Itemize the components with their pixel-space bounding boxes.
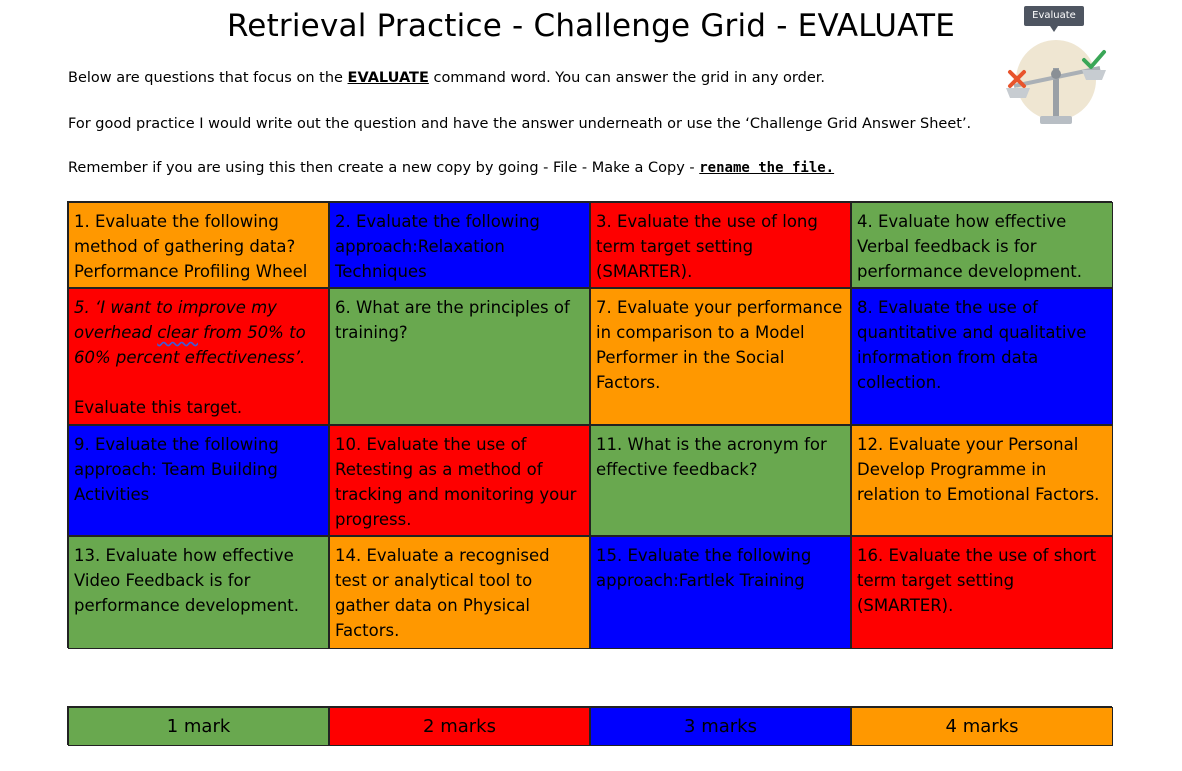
question-10: 10. Evaluate the use of Retesting as a method of tracking and monitoring your progress. [329,425,590,536]
question-4: 4. Evaluate how effective Verbal feedback is for performance development. [851,202,1113,288]
question-6: 6. What are the principles of training? [329,288,590,425]
key-4-marks: 4 marks [851,707,1113,746]
question-12: 12. Evaluate your Personal Develop Programme in relation to Emotional Factors. [851,425,1113,536]
question-8: 8. Evaluate the use of quantitative and qualitative information from data collection. [851,288,1113,425]
question-5-spellcheck-word: clear [157,323,198,342]
question-7: 7. Evaluate your performance in comparison to a Model Performer in the Social Factors. [590,288,851,425]
question-5-instruction: Evaluate this target. [74,398,243,417]
page-title: Retrieval Practice - Challenge Grid - EVALUATE [226,8,956,44]
question-5-quote-start: 5. ‘I want to improve my overhead [74,298,277,342]
evaluate-badge [1000,2,1112,128]
balance-scale-icon [1000,2,1112,128]
question-15: 15. Evaluate the following approach:Fartlek Training [590,536,851,649]
marks-key [67,706,1112,745]
intro-line-3 [68,160,834,176]
question-16: 16. Evaluate the use of short term target setting (SMARTER). [851,536,1113,649]
rename-instruction: rename the file. [699,160,835,176]
question-1: 1. Evaluate the following method of gathering data? Performance Profiling Wheel [68,202,329,288]
question-3: 3. Evaluate the use of long term target setting (SMARTER). [590,202,851,288]
challenge-grid [67,201,1112,648]
key-2-marks: 2 marks [329,707,590,746]
evaluate-badge-label: Evaluate [1024,6,1084,26]
intro-line-3-start: Remember if you are using this then create a new copy by going - File - Make a Copy - [68,160,700,176]
question-11: 11. What is the acronym for effective feedback? [590,425,851,536]
key-3-marks: 3 marks [590,707,851,746]
question-5-quote-end: from 50% to 60% percent effectiveness’. [74,323,306,367]
key-1-mark: 1 mark [68,707,329,746]
question-13: 13. Evaluate how effective Video Feedback is for performance development. [68,536,329,649]
intro-line-1-end: command word. You can answer the grid in any order. [428,70,825,86]
evaluate-keyword: EVALUATE [347,70,429,86]
intro-line-1-start: Below are questions that focus on the [68,70,348,86]
intro-line-2: For good practice I would write out the question and have the answer underneath or use the ‘Challenge Grid Answer Sheet’. [68,116,972,132]
question-2: 2. Evaluate the following approach:Relaxation Techniques [329,202,590,288]
intro-line-1 [68,70,825,86]
question-14: 14. Evaluate a recognised test or analytical tool to gather data on Physical Factors. [329,536,590,649]
question-5 [68,288,329,425]
question-9: 9. Evaluate the following approach: Team Building Activities [68,425,329,536]
